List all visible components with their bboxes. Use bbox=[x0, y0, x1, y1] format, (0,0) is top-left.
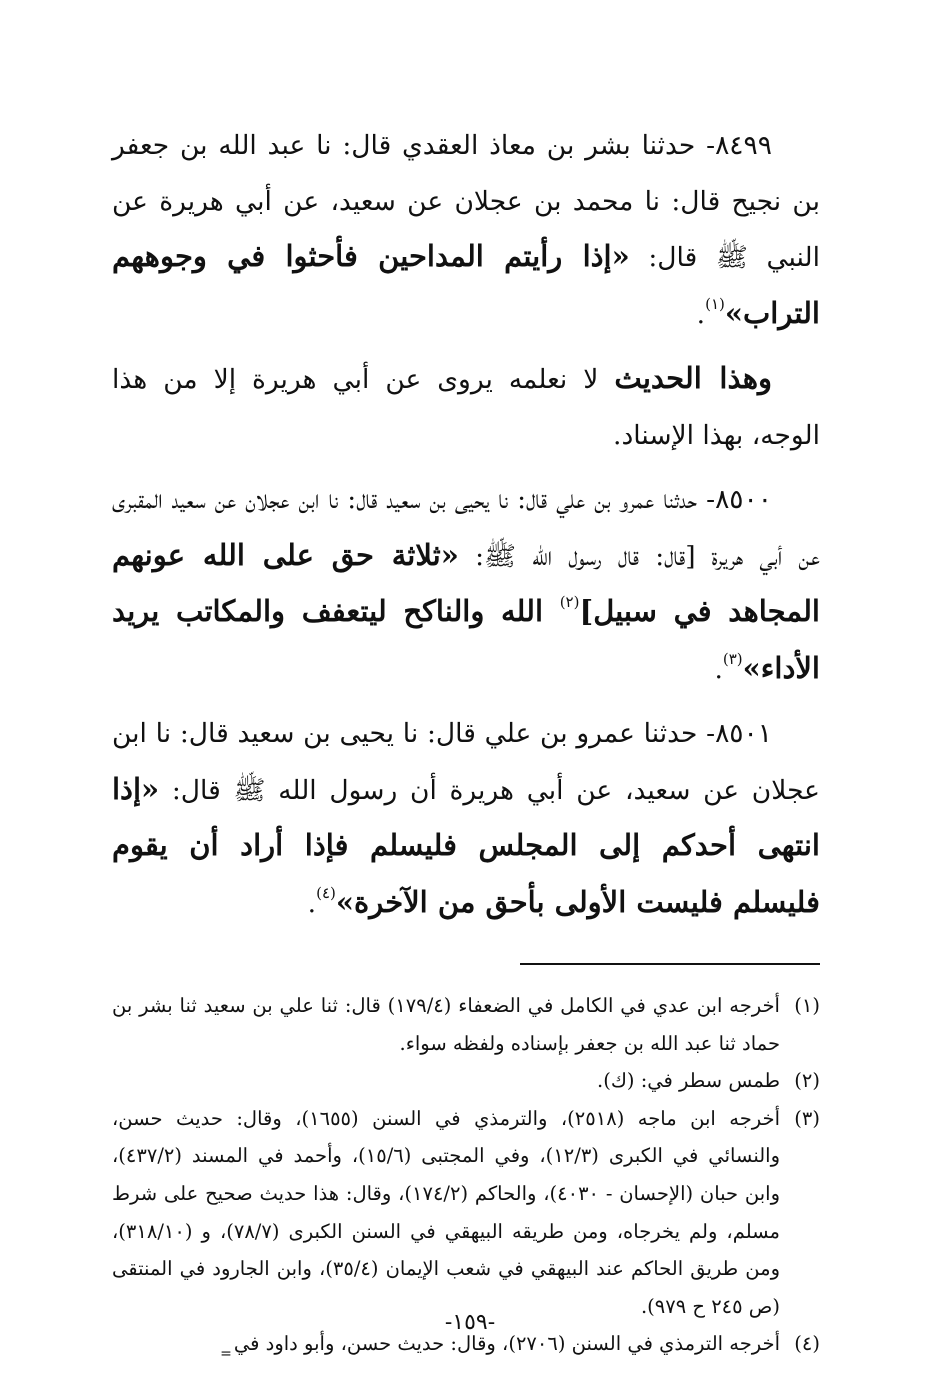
end-mark: . bbox=[696, 298, 706, 330]
page-number: -١٥٩- bbox=[444, 1310, 496, 1335]
footnote-number: (٤) bbox=[794, 1332, 820, 1356]
footnote-number: (٣) bbox=[794, 1106, 820, 1130]
footnote-divider bbox=[520, 963, 820, 965]
hadith-matn: «إذا انتهى أحدكم إلى المجلس فليسلم فإذا أراد أن يقوم فليسلم فليست الأولى بأحق من الآخرة» bbox=[112, 771, 820, 919]
continuation-mark: = bbox=[220, 1346, 232, 1363]
end-mark: . bbox=[714, 653, 723, 685]
footnote-ref[interactable]: (٣) bbox=[722, 649, 743, 668]
footnote-3 bbox=[112, 1100, 820, 1326]
footnote-1 bbox=[112, 987, 820, 1062]
main-text bbox=[112, 118, 820, 931]
hadith-8499 bbox=[112, 118, 820, 342]
hadith-matn-cont: الله والناكح ليتعفف والمكاتب يريد الأداء» bbox=[112, 594, 820, 685]
footnote-number: (١) bbox=[794, 994, 820, 1017]
footnote-text: أخرجه الترمذي في السنن (٢٧٠٦)، وقال: حديث حسن، وأبو داود في bbox=[233, 1332, 780, 1356]
hadith-8501 bbox=[112, 706, 820, 931]
end-mark: . bbox=[307, 887, 317, 919]
footnote-2 bbox=[112, 1062, 820, 1100]
hadith-8500 bbox=[112, 472, 820, 697]
hadith-matn: «ثلاثة حق على الله عونهم المجاهد في سبيل] bbox=[112, 537, 820, 628]
footnote-ref[interactable]: (٢) bbox=[559, 593, 580, 611]
commentary-text: لا نعلمه يروى عن أبي هريرة إلا من هذا الوجه، بهذا الإسناد. bbox=[112, 364, 820, 451]
isnad-text: ٨٤٩٩- حدثنا بشر بن معاذ العقدي قال: نا عبد الله بن جعفر بن نجيح قال: نا محمد بن عجلان عن سعيد، عن أبي هريرة عن النبي ﷺ قال: bbox=[112, 130, 820, 273]
commentary-lead: وهذا الحديث bbox=[614, 361, 772, 395]
hadith-matn: «إذا رأيتم المداحين فأحثوا في وجوههم التراب» bbox=[112, 239, 820, 330]
isnad-text: ٨٥٠١- حدثنا عمرو بن علي قال: نا يحيى بن سعيد قال: نا ابن عجلان عن سعيد، عن أبي هريرة أن رسول الله ﷺ قال: bbox=[112, 718, 820, 806]
isnad-text: ٨٥٠٠- حدثنا عمرو بن علي قال: نا يحيى بن سعيد قال: نا ابن عجلان عن سعيد المقبرى عن أبي هريرة [قال: قال رسول الله ﷺ: bbox=[112, 484, 820, 572]
footnote-ref[interactable]: (١) bbox=[705, 294, 725, 313]
footnote-text: أخرجه ابن ماجه (٢٥١٨)، والترمذي في السنن (١٦٥٥)، وقال: حديث حسن، والنسائي في الكبرى (١٢/٣)، وفي المجتبى (١٥/٦)، وأحمد في المسند (٤٣٧/٢)، وابن حبان (الإحسان - ٤٠٣٠)، والحاكم (١٧٤/٢)، وقال: هذا حديث صحيح على شرط مسلم، ولم يخرجاه، ومن طريقه البيهقي في السنن الكبرى (٧٨/٧)، و (٣١٨/١٠)، ومن طريق الحاكم عند البيهقي في شعب الإيمان (٣٥/٤)، وابن الجارود في المنتقى (ص ٢٤٥ ح ٩٧٩). bbox=[112, 1106, 780, 1318]
commentary-paragraph bbox=[112, 351, 820, 463]
footnote-text: طمس سطر في: (ك). bbox=[597, 1069, 780, 1093]
footnote-ref[interactable]: (٤) bbox=[316, 883, 336, 902]
footnote-text: أخرجه ابن عدي في الكامل في الضعفاء (١٧٩/٤) قال: ثنا علي بن سعيد ثنا بشر بن حماد ثنا عبد الله بن جعفر بإسناده ولفظه سواء. bbox=[112, 994, 780, 1055]
footnote-number: (٢) bbox=[794, 1069, 820, 1093]
